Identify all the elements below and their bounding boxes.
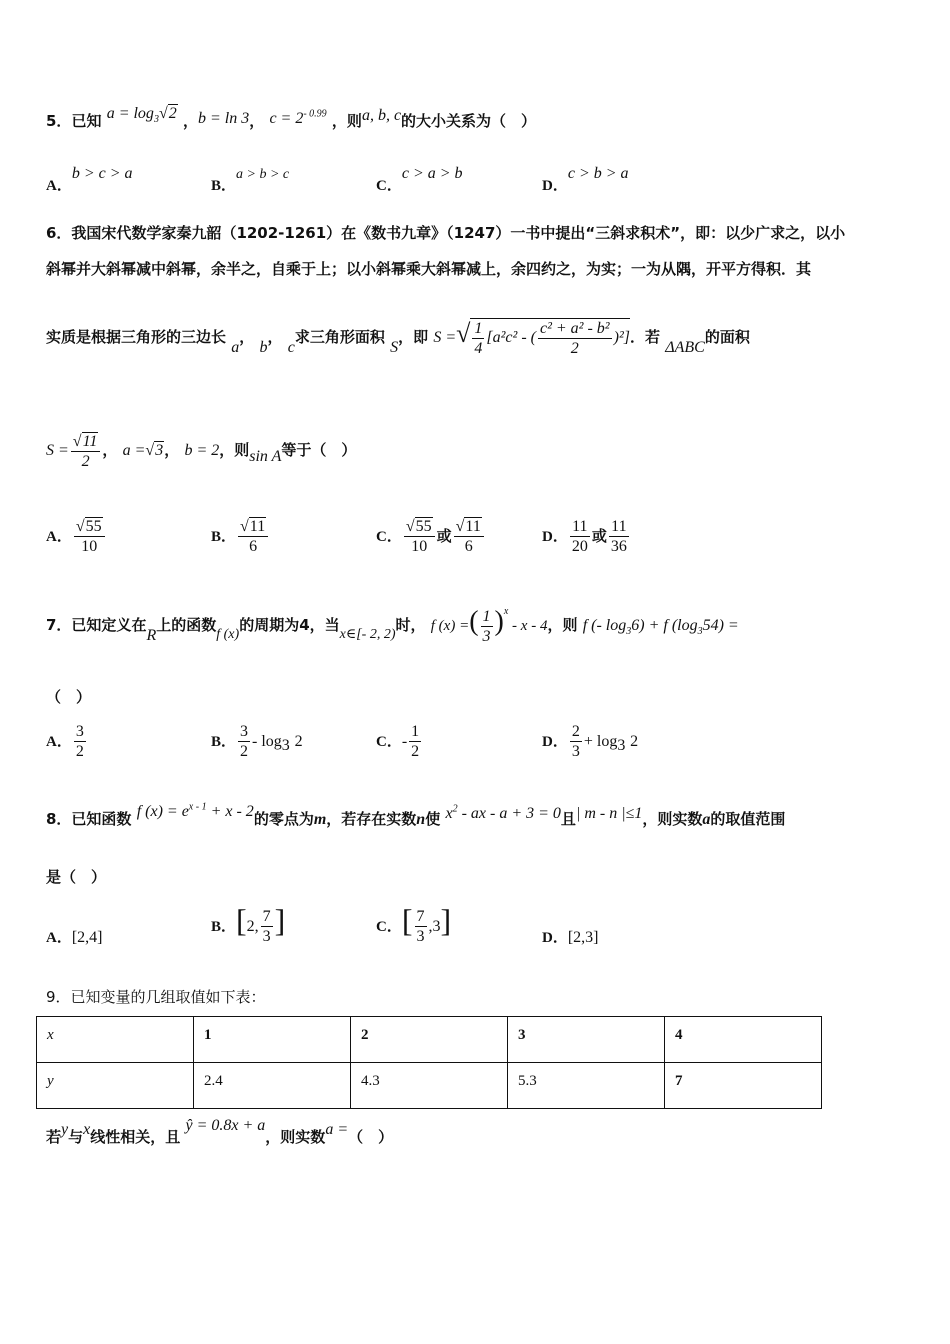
q8-a: a [702,811,711,828]
q6-text-e: 的面积 [704,328,750,347]
q5-text-3: ，则 [331,112,362,130]
q6-a-value: a =√3 [122,442,164,460]
q8-line-1 [46,801,786,829]
q8-option-c[interactable]: C．[ $\frac{7}{3}$ ,3] [376,902,452,945]
q7-interval: x∈[- 2, 2) [339,627,396,642]
q7-text-5: ，则 [547,616,578,634]
q9-a-eq: a = [325,1121,349,1138]
q9-question [46,1117,394,1147]
table-cell: 2.4 [194,1063,351,1109]
q5-vars: a, b, c [361,107,402,124]
table-cell: x [37,1017,194,1063]
q6-var-s: S [390,339,399,357]
q7-text-1: 7．已知定义在 [46,616,147,634]
q8-text-3: ，若存在实数 [326,810,417,828]
q5-text-2: 已知 [71,112,102,130]
q6-text-c: ，即 [398,328,429,347]
q7-option-a[interactable]: A． $\frac{3}{2}$ [46,723,84,760]
table-row [37,1017,822,1063]
q9-text-4: ，则实数 [265,1128,326,1146]
table-cell: 7 [665,1063,822,1109]
q6-option-c[interactable]: C． $\frac{√55}{10}$ 或 $\frac{√11}{6}$ [376,517,486,556]
q8-text-1: 8．已知函数 [46,810,132,828]
q5-text-4: 的大小关系为（ ） [401,112,537,130]
q8-abs: | m - n |≤1 [575,805,643,822]
q7-text-2: 上的函数 [156,616,217,634]
q6-formula: S =√ $\frac{1}{4}$ [a²c² - ( $\frac{\text{c² + a² - b²}}{2}$ )²] [433,319,630,357]
q6-b-value: b = 2 [184,442,220,460]
table-cell: 4 [665,1017,822,1063]
q5-a-expr: $a = \log_3√2$ [106,105,177,126]
q6-option-b[interactable]: B． $\frac{√11}{6}$ [211,517,270,556]
q6-text-d: ．若 [629,328,660,347]
q6-line-4: S = $\frac{√11}{2}$ ， a =√3， b = 2，则sin A等于（ ） [46,433,357,470]
q6-option-d[interactable]: D． $\frac{11}{20}$ 或 $\frac{11}{36}$ [542,518,627,555]
q7-r: R [146,627,157,644]
q8-option-d[interactable]: D．[2,3] [542,929,599,946]
q5-option-b[interactable]: B．a > b > c [211,167,290,194]
q5-option-a[interactable]: A．b > c > a [46,165,133,194]
q9-y: y [61,1121,69,1138]
q8-option-a[interactable]: A．[2,4] [46,929,103,946]
q7-text-4: 时， [395,616,426,634]
q8-text-7: 的取值范围 [710,810,786,828]
q6-area-s: S = $\frac{√11}{2}$ [46,442,102,459]
q7-expression: f (- $\log_36) + f$ $(\log_354)$ = [582,617,739,638]
question-5: 5．已知 $a = \log_3√2$ ，b = ln 3， $c = 2^{- 0.99}$ ，则a, b, c的大小关系为（ ） [46,105,537,130]
q5-text-1: 5． [46,112,72,130]
q7-line-1 [46,606,739,646]
q7-paren: （ ） [46,688,92,706]
q7-function: f (x) =( $\frac{1}{3}$ )$^x$ - x - 4 [430,606,548,646]
table-cell: 4.3 [351,1063,508,1109]
q6-text-f: ，则 [219,441,250,460]
q6-line-2: 斜幂并大斜幂减中斜幂，余半之，自乘于上；以小斜幂乘大斜幂减上，余四约之，为实；一为从隅，开平方得积．其 [46,260,812,278]
q6-line-3: 实质是根据三角形的三边长 a， b， c求三角形面积 S，即 S =√ $\frac{1}{4}$ [a²c² - ( $\frac{\text{c² + a² - b²}}{2}$ )²]．若 ΔABC的面积 [46,319,750,357]
q6-line-1: 6．我国宋代数学家秦九韶（1202-1261）在《数书九章》（1247）一书中提出“三斜求积术”，即：以少广求之，以小 [46,224,846,242]
q6-sin-a: sin A [249,448,282,466]
q7-option-c[interactable]: C．- $\frac{1}{2}$ [376,723,420,760]
q8-line-2: 是（ ） [46,868,107,886]
q9-data-table [36,1016,822,1109]
q6-var-a: a [231,339,240,357]
q8-equation: $x^2$ - ax - a + 3 = 0 [445,803,561,822]
q5-option-c[interactable]: C．c > a > b [376,165,463,194]
q8-text-4: 使 [425,810,441,828]
q7-fx: f (x) [216,627,240,642]
q9-text-2: 与 [68,1128,84,1146]
q6-var-b: b [259,339,268,357]
q7-option-d[interactable]: D． $\frac{2}{3}$ + $\log_3 2$ [542,723,639,760]
table-cell: 3 [508,1017,665,1063]
q9-text-5: （ ） [348,1128,394,1146]
table-cell: 5.3 [508,1063,665,1109]
q6-text-g: 等于（ ） [281,441,357,460]
table-cell: 1 [194,1017,351,1063]
q8-text-6: ，则实数 [642,810,703,828]
q6-triangle: ΔABC [665,339,705,357]
q5-option-d[interactable]: D．c > b > a [542,165,629,194]
table-cell: 2 [351,1017,508,1063]
q6-var-c: c [287,339,295,357]
q9-intro: 9．已知变量的几组取值如下表： [46,988,266,1006]
q7-text-3: 的周期为4，当 [239,616,340,634]
q8-n: n [416,811,426,828]
q8-text-5: 且 [560,810,576,828]
q7-option-b[interactable]: B． $\frac{3}{2}$ - $\log_3 2$ [211,723,303,760]
q6-text-a: 实质是根据三角形的三边长 [46,328,227,347]
q5-c-expr: $c = 2^{- 0.99}$ [269,108,327,127]
q9-x: x [83,1121,91,1138]
q6-text-b: 求三角形面积 [294,328,385,347]
q9-text-3: 线性相关，且 [90,1128,181,1146]
q5-b-expr: b = ln 3 [197,110,250,127]
q6-option-a[interactable]: A． $\frac{√55}{10}$ [46,517,107,556]
q9-regression: ŷ = 0.8x + a [185,1117,266,1134]
table-row [37,1063,822,1109]
q9-text-1: 若 [46,1128,62,1146]
table-cell: y [37,1063,194,1109]
q8-function: f $(x) = e^{x - 1} + x - 2$ [136,801,254,820]
q8-text-2: 的零点为 [253,810,314,828]
q8-option-b[interactable]: B．[2, $\frac{7}{3}$ ] [211,902,286,945]
q8-m: m [313,811,327,828]
